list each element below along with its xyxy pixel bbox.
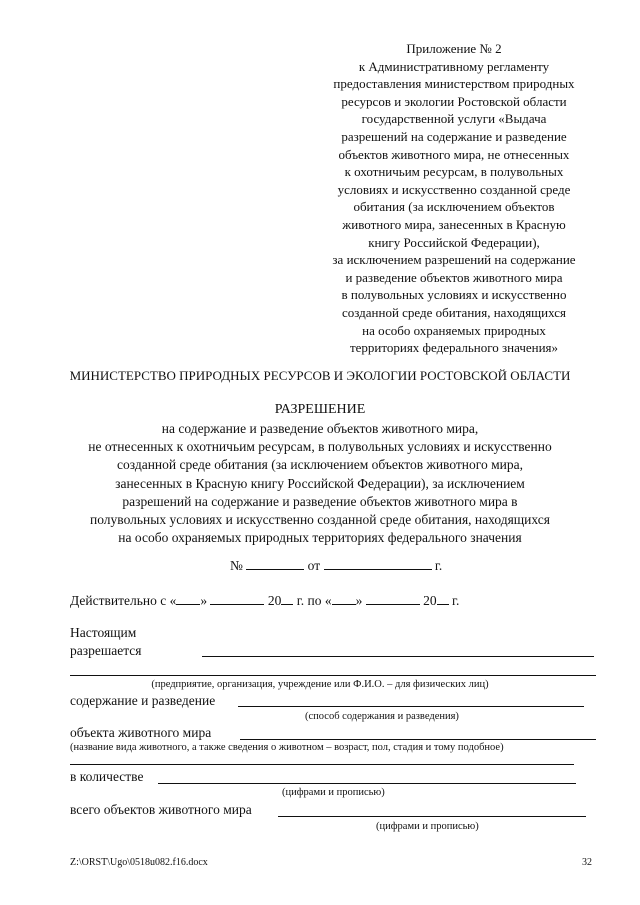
validity-start-year-field[interactable] xyxy=(281,593,293,605)
permit-label-line1: Настоящим xyxy=(70,625,137,640)
number-field[interactable] xyxy=(246,558,304,570)
appendix-line: к охотничьим ресурсам, в полувольных xyxy=(344,164,564,180)
validity-prefix: Действительно с « xyxy=(70,593,177,608)
appendix-line: объектов животного мира, не отнесенных xyxy=(338,146,570,162)
validity-start-day-field[interactable] xyxy=(176,593,200,605)
appendix-line: Приложение № 2 xyxy=(406,41,502,56)
validity-end-month-field[interactable] xyxy=(366,593,420,605)
subtitle-line: занесенных в Красную книгу Российской Федерации), за исключением xyxy=(115,475,525,491)
validity-year-prefix: 20 xyxy=(267,593,282,608)
validity-year-prefix: 20 xyxy=(423,593,437,608)
validity-suffix: г. xyxy=(451,593,460,608)
appendix-line: за исключением разрешений на содержание xyxy=(332,252,576,268)
appendix-line: государственной услуги «Выдача xyxy=(361,111,547,127)
appendix-line: к Административному регламенту xyxy=(358,58,550,74)
quantity-label: в количестве xyxy=(70,769,144,784)
quantity-field[interactable] xyxy=(158,783,576,784)
subtitle-line: на содержание и разведение объектов животного мира, xyxy=(161,421,479,436)
method-caption: (способ содержания и разведения) xyxy=(305,711,459,722)
subtitle-line: созданной среде обитания (за исключением объектов животного мира, xyxy=(117,457,523,473)
validity-quote: » xyxy=(355,593,363,608)
appendix-line: созданной среде обитания, находящихся xyxy=(341,304,567,320)
document-title: РАЗРЕШЕНИЕ xyxy=(274,402,366,417)
subtitle-line: на особо охраняемых природных территориях федерального значения xyxy=(118,530,522,546)
appendix-line: условиях и искусственно созданной среде xyxy=(337,181,571,197)
appendix-line: и разведение объектов животного мира xyxy=(345,269,563,285)
appendix-line: предоставления министерством природных xyxy=(333,76,575,92)
appendix-line: животного мира, занесенных в Красную xyxy=(342,216,566,232)
permit-label-line2: разрешается xyxy=(70,643,142,658)
object-field[interactable] xyxy=(240,739,596,740)
appendix-block xyxy=(300,40,608,357)
appendix-line: территориях федерального значения» xyxy=(349,340,559,356)
date-field[interactable] xyxy=(324,558,432,570)
quantity-caption: (цифрами и прописью) xyxy=(282,787,385,798)
appendix-line: обитания (за исключением объектов xyxy=(353,199,555,215)
appendix-line: на особо охраняемых природных xyxy=(362,322,546,338)
subtitle-line: разрешений на содержание и разведение объектов животного мира в xyxy=(122,493,518,509)
from-label: от xyxy=(307,558,321,573)
validity-end-day-field[interactable] xyxy=(332,593,356,605)
number-label: № xyxy=(230,558,243,573)
number-line xyxy=(230,558,442,574)
animal-details-field[interactable] xyxy=(70,764,574,765)
permit-field[interactable] xyxy=(202,656,594,657)
document-subtitle xyxy=(0,420,640,547)
total-caption: (цифрами и прописью) xyxy=(376,821,479,832)
validity-line xyxy=(70,593,459,609)
validity-quote: » xyxy=(200,593,208,608)
year-suffix: г. xyxy=(434,558,443,573)
file-path: Z:\ORST\Ugo\0518u082.f16.docx xyxy=(70,857,208,868)
animal-caption: (название вида животного, а также сведения о животном – возраст, пол, стадия и тому подобное) xyxy=(70,742,504,753)
ministry-heading: МИНИСТЕРСТВО ПРИРОДНЫХ РЕСУРСОВ И ЭКОЛОГИИ РОСТОВСКОЙ ОБЛАСТИ xyxy=(69,368,571,383)
page-number: 32 xyxy=(582,857,592,868)
appendix-line: книгу Российской Федерации), xyxy=(368,234,540,250)
appendix-line: разрешений на содержание и разведение xyxy=(341,128,567,144)
org-caption: (предприятие, организация, учреждение или Ф.И.О. – для физических лиц) xyxy=(151,679,489,690)
validity-end-year-field[interactable] xyxy=(437,593,449,605)
total-label: всего объектов животного мира xyxy=(70,802,252,817)
keeping-label: содержание и разведение xyxy=(70,693,216,708)
subtitle-line: не отнесенных к охотничьим ресурсам, в полувольных условиях и искусственно xyxy=(88,439,552,455)
validity-start-month-field[interactable] xyxy=(210,593,264,605)
validity-mid: г. по « xyxy=(296,593,332,608)
keeping-method-field[interactable] xyxy=(238,706,584,707)
appendix-line: ресурсов и экологии Ростовской области xyxy=(341,93,567,109)
subtitle-line: полувольных условиях и искусственно созданной среде обитания, находящихся xyxy=(90,512,550,528)
permit-field-continued[interactable] xyxy=(70,675,596,676)
object-label: объекта животного мира xyxy=(70,725,212,740)
total-field[interactable] xyxy=(278,816,586,817)
appendix-line: в полувольных условиях и искусственно xyxy=(341,287,567,303)
